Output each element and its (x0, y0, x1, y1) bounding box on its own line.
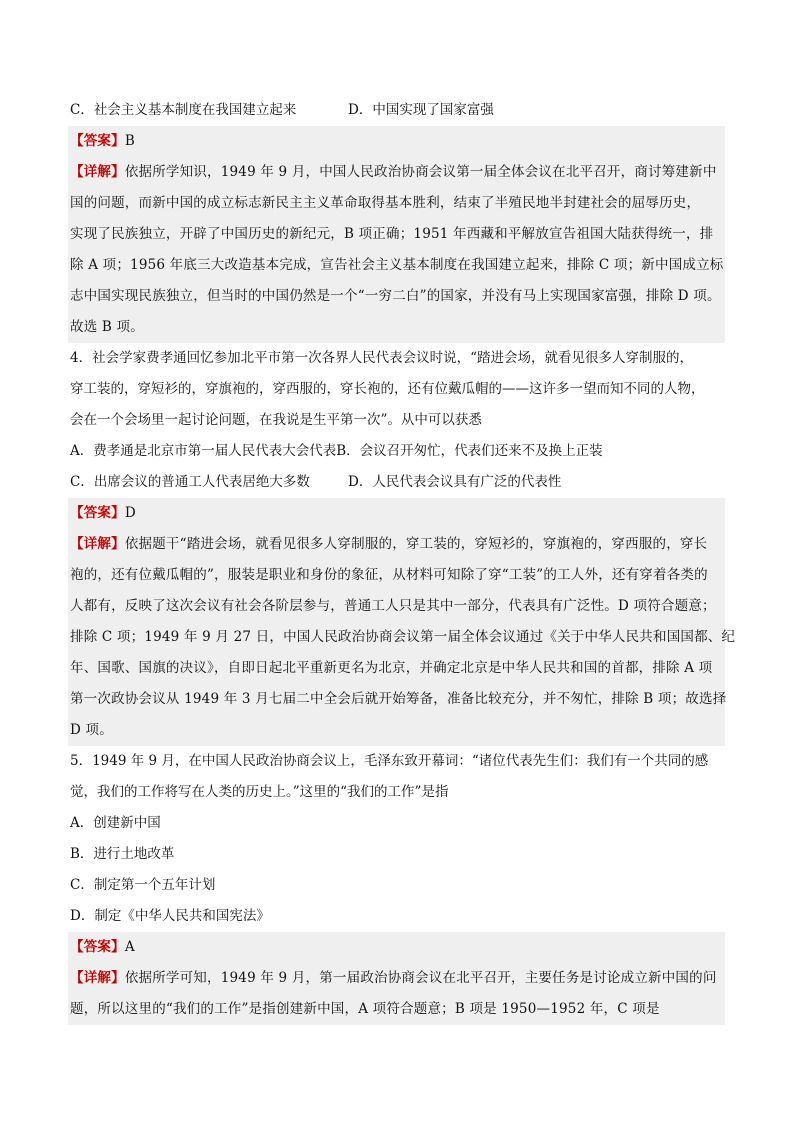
q4-stem-line-2: 会在一个会场里一起讨论问题，在我说是生平第一次”。从中可以获悉 (70, 412, 482, 428)
document-page (70, 95, 736, 1025)
q4-option-c: C．出席会议的普通工人代表居绝大多数 (70, 474, 310, 490)
detail-tag: 【详解】 (70, 536, 125, 552)
answer-tag: 【答案】 (70, 133, 125, 149)
q4-options-cd (70, 467, 725, 498)
q4-stem-line-1: 穿工装的，穿短衫的，穿旗袍的，穿西服的，穿长袍的，还有位戴瓜帽的——这许多一望而知不同的人物， (70, 381, 705, 397)
q3-option-d: D．中国实现了国家富强 (348, 102, 494, 118)
q5-option-d: D．制定《中华人民共和国宪法》 (70, 908, 270, 924)
q4-answer-block (68, 498, 736, 746)
q5-detail-line-0: 【详解】依据所学可知，1949 年 9 月，第一届政治协商会议在北平召开，主要任务是讨论成立新中国的问 (70, 970, 717, 986)
answer-tag: 【答案】 (70, 505, 125, 521)
q4-detail-line-2: 人都有，反映了这次会议有社会各阶层参与，普通工人只是其中一部分，代表具有广泛性。D 项符合题意； (70, 598, 716, 614)
q4-detail-line-0: 【详解】依据题干“踏进会场，就看见很多人穿制服的，穿工装的，穿短衫的，穿旗袍的，穿西服的，穿长 (70, 536, 708, 552)
q3-answer-line (70, 126, 725, 157)
q3-answer-block (68, 126, 725, 343)
answer-tag: 【答案】 (70, 939, 125, 955)
q5-answer-line (70, 932, 725, 963)
q3-detail-line-2: 实现了民族独立，开辟了中国历史的新纪元，B 项正确；1951 年西藏和平解放宣告祖国大陆获得统一，排 (70, 226, 714, 242)
q3-detail-line-0: 【详解】依据所学知识，1949 年 9 月，中国人民政治协商会议第一届全体会议在北平召开，商讨筹建新中 (70, 164, 717, 180)
q5-stem-line-1: 觉，我们的工作将写在人类的历史上。”这里的“我们的工作”是指 (70, 784, 449, 800)
q3-answer: B (124, 133, 135, 149)
q3-options-cd (70, 95, 725, 126)
q4-option-d: D．人民代表会议具有广泛的代表性 (348, 474, 562, 490)
q3-detail-line-4: 志中国实现民族独立，但当时的中国仍然是一个“一穷二白”的国家，并没有马上实现国家富强，排除 D 项。 (70, 288, 721, 304)
detail-tag: 【详解】 (70, 164, 125, 180)
detail-tag: 【详解】 (70, 970, 125, 986)
q5-detail-line-1: 题，所以这里的“我们的工作”是指创建新中国，A 项符合题意；B 项是 1950—1952 年，C 项是 (70, 1001, 660, 1017)
q5-option-c: C．制定第一个五年计划 (70, 877, 216, 893)
q5-option-b: B．进行土地改革 (70, 846, 175, 862)
q4-option-ab: A．费孝通是北京市第一届人民代表大会代表B．会议召开匆忙，代表们还来不及换上正装 (70, 443, 603, 459)
q5-option-a: A．创建新中国 (70, 815, 161, 831)
q5-answer: A (124, 939, 135, 955)
q4-answer-line (70, 498, 725, 529)
q4-detail-line-3: 排除 C 项；1949 年 9 月 27 日，中国人民政治协商会议第一届全体会议通过《关于中华人民共和国国都、纪 (70, 629, 736, 645)
q3-option-c: C．社会主义基本制度在我国建立起来 (70, 102, 297, 118)
q4-stem-line-0: 4．社会学家费孝通回忆参加北平市第一次各界人民代表会议时说，“踏进会场，就看见很多人穿制服的， (70, 350, 693, 366)
q4-detail-line-6: D 项。 (70, 722, 113, 738)
q3-detail-line-5: 故选 B 项。 (70, 319, 144, 335)
q4-detail-line-5: 第一次政协会议从 1949 年 3 月七届二中全会后就开始筹备，准备比较充分，并不匆忙，排除 B 项；故选择 (70, 691, 727, 707)
q4-detail-line-1: 袍的，还有位戴瓜帽的”，服装是职业和身份的象征，从材料可知除了穿“工装”的工人外，还有穿着各类的 (70, 567, 708, 583)
q4-answer: D (124, 505, 136, 521)
q3-detail-line-3: 除 A 项；1956 年底三大改造基本完成，宣告社会主义基本制度在我国建立起来，排除 C 项；新中国成立标 (70, 257, 724, 273)
q5-answer-block (68, 932, 725, 1025)
q3-detail-line-1: 国的问题，而新中国的成立标志新民主主义革命取得基本胜利，结束了半殖民地半封建社会的屈辱历史， (70, 195, 701, 211)
q4-detail-line-4: 年、国歌、国旗的决议》，自即日起北平重新更名为北京，并确定北京是中华人民共和国的首都，排除 A 项 (70, 660, 713, 676)
q5-stem-line-0: 5．1949 年 9 月，在中国人民政治协商会议上，毛泽东致开幕词：“诸位代表先生们：我们有一个共同的感 (70, 753, 709, 769)
